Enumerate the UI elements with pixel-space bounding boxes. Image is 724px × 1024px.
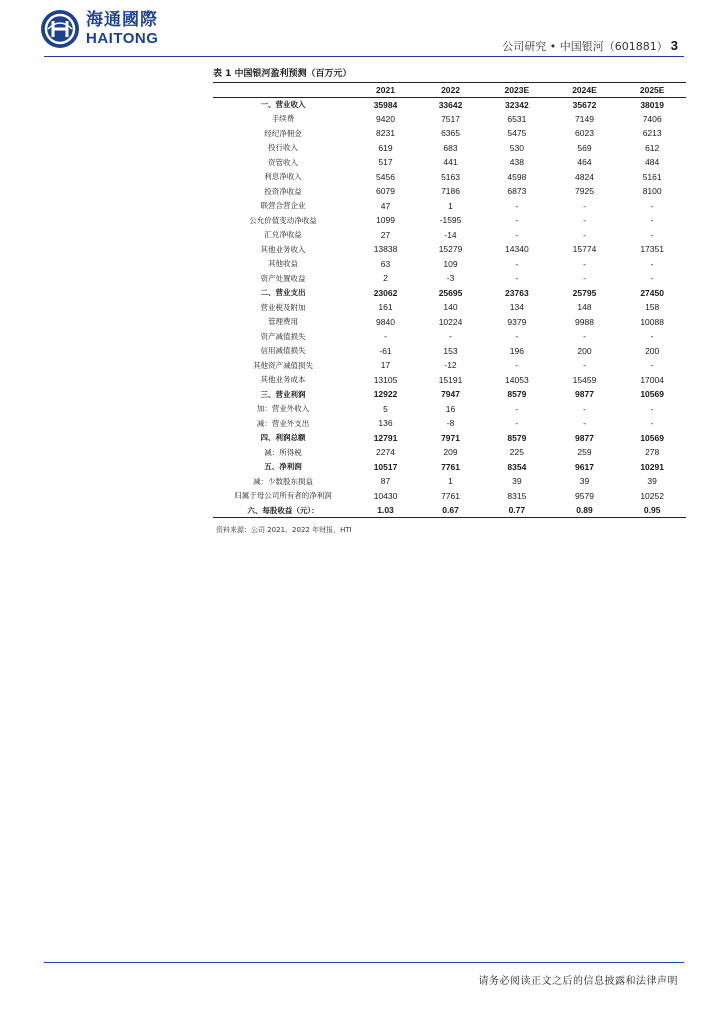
column-header bbox=[213, 83, 353, 98]
table-cell: 4824 bbox=[575, 171, 594, 182]
table-cell: 8354 bbox=[507, 461, 527, 472]
row-label: 投资净收益 bbox=[264, 186, 302, 196]
table-cell: 10252 bbox=[640, 490, 664, 501]
table-cell: 196 bbox=[509, 345, 524, 356]
table-row bbox=[213, 387, 686, 402]
table-cell: - bbox=[515, 418, 519, 429]
table-cell: 225 bbox=[509, 447, 524, 458]
table-cell: 47 bbox=[380, 200, 391, 211]
table-row bbox=[213, 474, 686, 489]
table-cell: 9579 bbox=[575, 490, 594, 501]
table-cell: 438 bbox=[509, 157, 524, 168]
table-row bbox=[213, 112, 686, 127]
table-row bbox=[213, 184, 686, 199]
table-cell: -8 bbox=[446, 418, 455, 429]
table-row bbox=[213, 170, 686, 185]
haitong-logo-icon bbox=[40, 9, 80, 49]
table-cell: 25795 bbox=[572, 287, 597, 298]
table-cell: - bbox=[583, 200, 586, 211]
table-cell: 8231 bbox=[376, 128, 395, 139]
table-cell: 6079 bbox=[376, 186, 395, 197]
row-label: 管理费用 bbox=[268, 317, 298, 327]
table-cell: 530 bbox=[509, 142, 524, 153]
table-cell: 1 bbox=[448, 200, 453, 211]
row-label: 投行收入 bbox=[268, 143, 298, 153]
table-cell: 15279 bbox=[438, 244, 463, 255]
table-cell: 9877 bbox=[575, 432, 594, 443]
table-source-note: 资料来源：公司 2021、2022 年财报，HTI bbox=[216, 526, 352, 534]
logo-english-name: HAITONG bbox=[86, 30, 159, 47]
table-cell: 7761 bbox=[441, 490, 460, 501]
table-cell: 27450 bbox=[640, 287, 664, 298]
table-cell: - bbox=[650, 200, 654, 211]
table-cell: - bbox=[650, 403, 654, 414]
table-cell: 259 bbox=[577, 447, 592, 458]
table-cell: 17 bbox=[380, 360, 391, 371]
column-header: 2024E bbox=[551, 83, 619, 98]
header-divider bbox=[44, 56, 684, 57]
table-row bbox=[213, 213, 686, 228]
table-cell: 14053 bbox=[505, 374, 529, 385]
table-cell: 9420 bbox=[376, 113, 395, 124]
table-cell: 32342 bbox=[505, 99, 529, 110]
table-cell: 612 bbox=[645, 142, 660, 153]
table-row bbox=[213, 286, 686, 301]
table-cell: 134 bbox=[509, 302, 524, 313]
row-label: 联营合营企业 bbox=[260, 201, 306, 211]
table-row bbox=[213, 416, 686, 431]
table-cell: 5163 bbox=[441, 171, 460, 182]
table-cell: 6531 bbox=[507, 113, 527, 124]
table-cell: 136 bbox=[378, 418, 393, 429]
table-row bbox=[213, 271, 686, 286]
table-cell: 7925 bbox=[575, 186, 594, 197]
table-cell: 8315 bbox=[507, 490, 527, 501]
table-cell: 8579 bbox=[507, 389, 527, 400]
table-cell: - bbox=[515, 200, 519, 211]
table-cell: - bbox=[515, 360, 519, 371]
row-label: 加：营业外收入 bbox=[256, 404, 310, 414]
table-cell: 25695 bbox=[438, 287, 463, 298]
table-cell: - bbox=[515, 229, 519, 240]
table-cell: - bbox=[650, 258, 654, 269]
table-cell: 7149 bbox=[575, 113, 594, 124]
table-row bbox=[213, 344, 686, 359]
table-cell: 153 bbox=[443, 345, 458, 356]
row-label: 资产减值损失 bbox=[260, 331, 306, 341]
table-cell: 0.95 bbox=[618, 503, 686, 518]
page-number: 3 bbox=[670, 38, 678, 53]
row-label: 五、净利润 bbox=[264, 462, 302, 472]
column-header: 2023E bbox=[483, 83, 551, 98]
table-cell: - bbox=[583, 229, 586, 240]
table-cell: - bbox=[583, 418, 586, 429]
table-cell: -61 bbox=[379, 345, 392, 356]
table-row bbox=[213, 460, 686, 475]
table-cell: 5475 bbox=[507, 128, 527, 139]
table-cell: 683 bbox=[443, 142, 458, 153]
report-section: 公司研究 • 中国银河（601881） bbox=[502, 40, 668, 53]
row-label: 其他资产减值损失 bbox=[253, 360, 313, 370]
table-cell: 6023 bbox=[575, 128, 594, 139]
table-cell: 23763 bbox=[505, 287, 529, 298]
row-label: 其他收益 bbox=[268, 259, 298, 269]
table-cell: 569 bbox=[577, 142, 592, 153]
row-label: 其他业务成本 bbox=[260, 375, 306, 385]
table-cell: 6873 bbox=[507, 186, 527, 197]
page-header bbox=[502, 38, 678, 54]
table-row bbox=[213, 257, 686, 272]
table-cell: 0.89 bbox=[551, 503, 619, 518]
table-row bbox=[213, 373, 686, 388]
row-label: 二、营业支出 bbox=[260, 288, 306, 298]
table-cell: 484 bbox=[645, 157, 660, 168]
table-row bbox=[213, 329, 686, 344]
table-cell: 39 bbox=[579, 476, 590, 487]
table-cell: 6213 bbox=[642, 128, 662, 139]
row-label: 公允价值变动净收益 bbox=[249, 215, 317, 225]
table-cell: 1.03 bbox=[353, 503, 418, 518]
table-cell: 10430 bbox=[373, 490, 398, 501]
table-row bbox=[213, 315, 686, 330]
table-cell: - bbox=[515, 258, 519, 269]
table-cell: 14340 bbox=[505, 244, 529, 255]
table-cell: 17351 bbox=[640, 244, 664, 255]
table-row bbox=[213, 141, 686, 156]
row-label: 一、营业收入 bbox=[260, 100, 306, 109]
table-cell: 10569 bbox=[640, 432, 664, 443]
table-cell: 27 bbox=[380, 229, 391, 240]
table-cell: 15191 bbox=[438, 374, 463, 385]
table-cell: - bbox=[583, 273, 586, 284]
table-cell: 38019 bbox=[640, 99, 664, 110]
table-cell: 35672 bbox=[572, 99, 597, 110]
table-cell: - bbox=[515, 403, 519, 414]
legal-disclaimer: 请务必阅读正文之后的信息披露和法律声明 bbox=[478, 976, 678, 987]
table-cell: 23062 bbox=[373, 287, 398, 298]
table-cell: - bbox=[384, 331, 387, 342]
row-label: 利息净收入 bbox=[264, 172, 302, 182]
table-cell: 140 bbox=[443, 302, 458, 313]
table-cell: -12 bbox=[444, 360, 457, 371]
row-label: 归属于母公司所有者的净利润 bbox=[234, 491, 332, 501]
table-cell: 0.67 bbox=[418, 503, 483, 518]
row-label: 减：所得税 bbox=[264, 447, 302, 457]
table-cell: 9877 bbox=[575, 389, 594, 400]
table-cell: 9617 bbox=[575, 461, 594, 472]
table-cell: - bbox=[650, 331, 654, 342]
table-cell: 16 bbox=[445, 403, 456, 414]
row-label: 经纪净佣金 bbox=[264, 128, 302, 138]
table-cell: 619 bbox=[378, 142, 393, 153]
table-cell: 2 bbox=[383, 273, 388, 284]
table-row bbox=[213, 503, 686, 518]
row-label: 营业税及附加 bbox=[260, 302, 306, 312]
row-label: 其他业务收入 bbox=[260, 244, 306, 254]
table-cell: 35984 bbox=[373, 99, 398, 110]
table-row bbox=[213, 155, 686, 170]
table-cell: 63 bbox=[380, 258, 391, 269]
row-label: 资管收入 bbox=[268, 157, 298, 167]
table-cell: 8100 bbox=[642, 186, 662, 197]
table-cell: 15774 bbox=[572, 244, 597, 255]
table-cell: 5 bbox=[383, 403, 388, 414]
table-cell: 17004 bbox=[640, 374, 664, 385]
table-cell: 7186 bbox=[441, 186, 460, 197]
table-cell: -14 bbox=[444, 229, 457, 240]
row-label: 三、营业利润 bbox=[260, 389, 306, 399]
table-cell: 7761 bbox=[441, 461, 460, 472]
haitong-logo bbox=[40, 8, 180, 50]
table-row bbox=[213, 300, 686, 315]
table-row bbox=[213, 126, 686, 141]
table-cell: 10291 bbox=[640, 461, 664, 472]
table-cell: 441 bbox=[443, 157, 458, 168]
table-cell: 7406 bbox=[642, 113, 662, 124]
table-cell: 6365 bbox=[441, 128, 460, 139]
table-row bbox=[213, 199, 686, 214]
table-cell: - bbox=[650, 215, 654, 226]
table-cell: - bbox=[583, 258, 586, 269]
table-cell: - bbox=[583, 215, 586, 226]
table-cell: 200 bbox=[577, 345, 592, 356]
table-cell: - bbox=[650, 229, 654, 240]
table-cell: - bbox=[650, 273, 654, 284]
table-cell: 8579 bbox=[507, 432, 527, 443]
table-cell: 13105 bbox=[373, 374, 398, 385]
table-row bbox=[213, 431, 686, 446]
table-cell: 2274 bbox=[376, 447, 395, 458]
footer-divider bbox=[44, 962, 684, 963]
table-cell: 39 bbox=[512, 476, 522, 487]
table-cell: 10517 bbox=[373, 461, 398, 472]
table-cell: - bbox=[650, 418, 654, 429]
table-row bbox=[213, 445, 686, 460]
table-cell: 33642 bbox=[438, 99, 463, 110]
table-cell: 10088 bbox=[640, 316, 664, 327]
table-cell: 5456 bbox=[376, 171, 395, 182]
row-label: 减：少数股东损益 bbox=[253, 476, 313, 486]
table-cell: 517 bbox=[378, 157, 393, 168]
table-cell: - bbox=[449, 331, 452, 342]
column-header: 2025E bbox=[618, 83, 686, 98]
table-row bbox=[213, 489, 686, 504]
table-cell: 9840 bbox=[376, 316, 395, 327]
table-cell: - bbox=[650, 360, 654, 371]
table-cell: -1595 bbox=[439, 215, 462, 226]
table-row bbox=[213, 358, 686, 373]
table-cell: 87 bbox=[380, 476, 391, 487]
table-cell: - bbox=[515, 331, 519, 342]
table-cell: 10569 bbox=[640, 389, 664, 400]
table-cell: 1 bbox=[448, 476, 453, 487]
table-cell: 7517 bbox=[441, 113, 460, 124]
column-header: 2022 bbox=[418, 83, 483, 98]
table-cell: 9988 bbox=[575, 316, 594, 327]
column-header: 2021 bbox=[353, 83, 418, 98]
row-label: 资产处置收益 bbox=[260, 273, 306, 283]
table-cell: 158 bbox=[645, 302, 660, 313]
row-label: 四、利润总额 bbox=[260, 433, 306, 443]
table-cell: 13838 bbox=[373, 244, 398, 255]
table-cell: 7971 bbox=[441, 432, 460, 443]
table-cell: 4598 bbox=[507, 171, 527, 182]
table-row bbox=[213, 228, 686, 243]
row-label: 减：营业外支出 bbox=[256, 418, 310, 428]
table-cell: - bbox=[583, 403, 586, 414]
table-cell: -3 bbox=[446, 273, 455, 284]
row-label: 手续费 bbox=[271, 114, 295, 124]
table-body bbox=[213, 97, 686, 518]
table-cell: 464 bbox=[577, 157, 592, 168]
table-cell: 12922 bbox=[373, 389, 398, 400]
table-row bbox=[213, 402, 686, 417]
row-label: 六、每股收益（元）： bbox=[213, 503, 353, 518]
table-cell: 0.77 bbox=[483, 503, 551, 518]
table-cell: 148 bbox=[577, 302, 592, 313]
table-cell: - bbox=[515, 215, 519, 226]
table-cell: - bbox=[583, 360, 586, 371]
row-label: 信用减值损失 bbox=[260, 346, 306, 356]
table-row bbox=[213, 242, 686, 257]
table-cell: 109 bbox=[443, 258, 458, 269]
table-cell: 39 bbox=[647, 476, 657, 487]
logo-chinese-name: 海通國際 bbox=[86, 10, 158, 30]
table-cell: 9379 bbox=[507, 316, 527, 327]
table-cell: 15459 bbox=[572, 374, 597, 385]
table-cell: - bbox=[583, 331, 586, 342]
table-cell: 209 bbox=[443, 447, 458, 458]
table-cell: - bbox=[515, 273, 519, 284]
table-cell: 12791 bbox=[373, 432, 398, 443]
table-cell: 200 bbox=[645, 345, 660, 356]
table-cell: 5161 bbox=[642, 171, 662, 182]
table-cell: 10224 bbox=[438, 316, 463, 327]
table-cell: 161 bbox=[378, 302, 393, 313]
table-title: 表 1 中国银河盈利预测（百万元） bbox=[213, 69, 352, 79]
table-cell: 278 bbox=[645, 447, 660, 458]
table-cell: 1099 bbox=[376, 215, 395, 226]
table-cell: 7947 bbox=[441, 389, 460, 400]
table-header-row bbox=[213, 83, 686, 98]
earnings-forecast-table bbox=[213, 82, 686, 518]
row-label: 汇兑净收益 bbox=[264, 230, 302, 240]
table-row bbox=[213, 97, 686, 112]
